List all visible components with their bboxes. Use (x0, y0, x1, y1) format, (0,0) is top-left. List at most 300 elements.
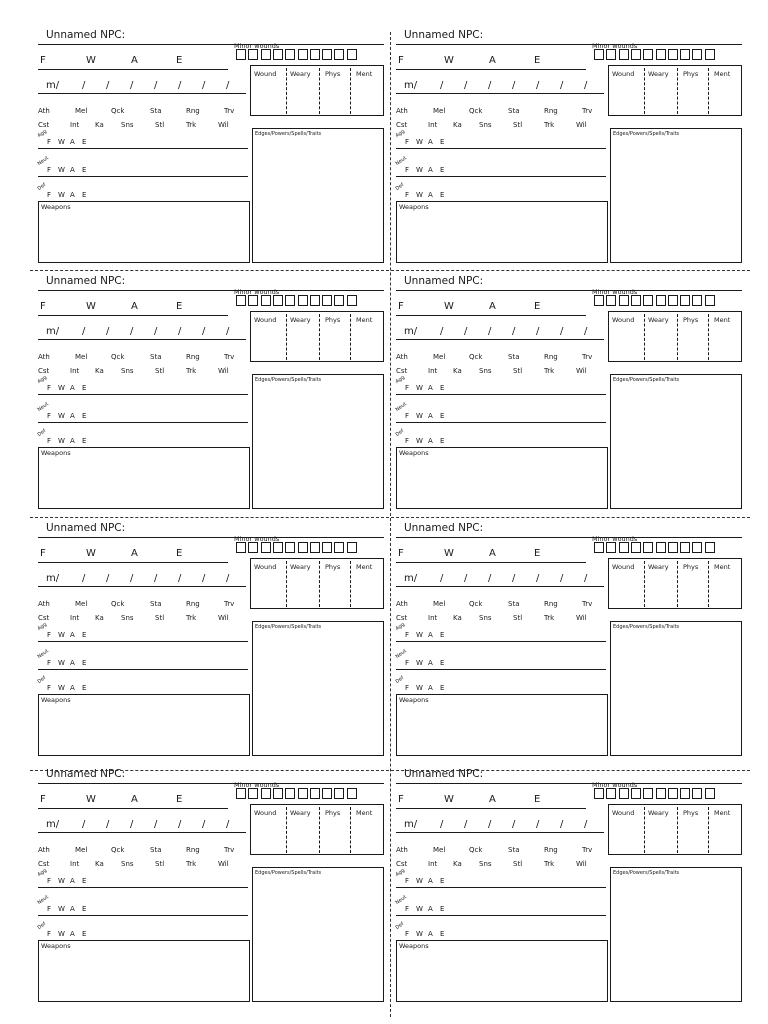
stat-label: Ka (95, 614, 104, 622)
mini-fwae-letter: A (428, 191, 433, 199)
minor-wound-box[interactable] (705, 788, 715, 799)
def-label: Def (36, 428, 48, 438)
minor-wound-box[interactable] (298, 542, 308, 553)
minor-wound-box[interactable] (656, 542, 666, 553)
horizontal-cut-line-2 (30, 517, 750, 518)
minor-wound-box[interactable] (594, 788, 604, 799)
edges-label: Edges/Powers/Spells/Traits (255, 131, 322, 137)
stat-label: Sta (150, 353, 162, 361)
minor-wound-box[interactable] (594, 295, 604, 306)
agg-label: Agg (394, 374, 407, 385)
npc-card-8 (396, 769, 742, 1007)
agg-underline (396, 887, 606, 888)
stat-label: Sns (479, 614, 492, 622)
minor-wound-box[interactable] (285, 49, 295, 60)
minor-wound-box[interactable] (347, 295, 357, 306)
wound-divider-2 (677, 807, 678, 853)
mini-fwae-letter: W (416, 384, 423, 392)
minor-wound-box[interactable] (261, 49, 271, 60)
wound-divider-2 (677, 314, 678, 360)
move-slash: / (584, 80, 588, 91)
stat-label: Mel (433, 353, 446, 361)
move-prefix: m/ (404, 326, 418, 337)
mini-fwae-letter: F (47, 684, 52, 692)
minor-wound-box[interactable] (680, 49, 690, 60)
npc-card-2 (396, 30, 742, 268)
mini-fwae-letter: A (70, 659, 75, 667)
fwae-f: F (40, 794, 46, 805)
edges-label: Edges/Powers/Spells/Traits (613, 377, 680, 383)
stat-label: Trk (186, 121, 197, 129)
move-slash: / (512, 326, 516, 337)
stat-label: Qck (111, 600, 125, 608)
minor-wound-box[interactable] (298, 49, 308, 60)
mini-fwae-letter: W (58, 631, 65, 639)
def-label: Def (36, 182, 48, 192)
minor-wound-box[interactable] (273, 788, 283, 799)
minor-wound-box[interactable] (310, 788, 320, 799)
move-slash: / (440, 326, 444, 337)
mini-fwae-letter: E (440, 930, 445, 938)
move-slash: / (226, 326, 230, 337)
move-prefix: m/ (46, 80, 60, 91)
wound-col-ment: Ment (356, 809, 373, 817)
move-underline (396, 339, 604, 340)
wound-col-phys: Phys (683, 809, 699, 817)
def-label: Def (36, 921, 48, 931)
minor-wound-box[interactable] (643, 295, 653, 306)
edges-label: Edges/Powers/Spells/Traits (613, 131, 680, 137)
fwae-f: F (40, 301, 46, 312)
wound-col-weary: Weary (648, 316, 669, 324)
stat-label: Qck (111, 107, 125, 115)
stat-label: Rng (186, 600, 200, 608)
stat-label: Int (428, 367, 438, 375)
minor-wound-box[interactable] (631, 788, 641, 799)
minor-wound-box[interactable] (668, 542, 678, 553)
minor-wound-box[interactable] (248, 788, 258, 799)
fwae-f: F (398, 548, 404, 559)
move-slash: / (464, 819, 468, 830)
fwae-w: W (444, 794, 454, 805)
stat-label: Int (428, 614, 438, 622)
fwae-e: E (176, 301, 183, 312)
move-slash: / (154, 819, 158, 830)
edges-label: Edges/Powers/Spells/Traits (613, 624, 680, 630)
stat-label: Trv (224, 846, 235, 854)
minor-wound-box[interactable] (334, 542, 344, 553)
move-slash: / (560, 573, 564, 584)
minor-wound-box[interactable] (334, 295, 344, 306)
stat-label: Wil (576, 860, 587, 868)
minor-wound-box[interactable] (347, 542, 357, 553)
fwae-a: A (131, 794, 138, 805)
wound-divider-1 (286, 68, 287, 114)
stat-label: Ath (38, 353, 50, 361)
move-slash: / (560, 819, 564, 830)
edges-label: Edges/Powers/Spells/Traits (255, 377, 322, 383)
minor-wound-box[interactable] (668, 295, 678, 306)
minor-wound-box[interactable] (322, 295, 332, 306)
stat-label: Ath (396, 107, 408, 115)
minor-wound-box[interactable] (619, 295, 629, 306)
edges-box (610, 621, 742, 756)
move-underline (396, 93, 604, 94)
minor-wound-box[interactable] (594, 542, 604, 553)
wound-col-weary: Weary (648, 563, 669, 571)
minor-wound-box[interactable] (310, 295, 320, 306)
stat-label: Trk (186, 614, 197, 622)
move-slash: / (82, 80, 86, 91)
move-slash: / (82, 573, 86, 584)
minor-wound-box[interactable] (347, 49, 357, 60)
minor-wound-box[interactable] (606, 295, 616, 306)
mini-fwae-letter: W (416, 631, 423, 639)
mini-fwae-letter: W (58, 166, 65, 174)
minor-wound-box[interactable] (236, 49, 246, 60)
minor-wound-box[interactable] (322, 542, 332, 553)
name-underline (38, 290, 384, 291)
mini-fwae-letter: E (82, 877, 87, 885)
wound-col-weary: Weary (290, 563, 311, 571)
mini-fwae-letter: W (58, 191, 65, 199)
move-underline (38, 586, 246, 587)
minor-wound-box[interactable] (310, 49, 320, 60)
minor-wound-box[interactable] (285, 542, 295, 553)
stat-label: Mel (75, 353, 88, 361)
mini-fwae-letter: A (70, 684, 75, 692)
mini-fwae-letter: F (47, 166, 52, 174)
minor-wounds-label: Minor wounds (234, 781, 280, 789)
minor-wounds-label: Minor wounds (234, 288, 280, 296)
minor-wound-box[interactable] (298, 295, 308, 306)
minor-wound-box[interactable] (705, 542, 715, 553)
move-slash: / (202, 80, 206, 91)
minor-wound-box[interactable] (656, 788, 666, 799)
wound-col-phys: Phys (325, 563, 341, 571)
weapons-label: Weapons (41, 942, 71, 950)
def-label: Def (36, 675, 48, 685)
stat-label: Ath (396, 353, 408, 361)
agg-underline (396, 394, 606, 395)
move-slash: / (584, 819, 588, 830)
mini-fwae-letter: A (428, 138, 433, 146)
move-slash: / (154, 573, 158, 584)
mini-fwae-letter: F (47, 905, 52, 913)
wound-col-ment: Ment (356, 316, 373, 324)
fwae-e: E (534, 794, 541, 805)
stat-label: Mel (433, 600, 446, 608)
stat-label: Sns (121, 367, 134, 375)
minor-wound-box[interactable] (248, 49, 258, 60)
mini-fwae-letter: F (405, 659, 410, 667)
edges-box (610, 867, 742, 1002)
mini-fwae-letter: E (440, 905, 445, 913)
fwae-e: E (534, 55, 541, 66)
stat-label: Ath (38, 107, 50, 115)
minor-wound-box[interactable] (692, 49, 702, 60)
mini-fwae-letter: A (428, 930, 433, 938)
mini-fwae-letter: E (440, 191, 445, 199)
agg-label: Agg (36, 621, 49, 632)
agg-underline (38, 394, 248, 395)
minor-wound-box[interactable] (692, 788, 702, 799)
def-label: Def (394, 428, 406, 438)
minor-wound-box[interactable] (298, 788, 308, 799)
stat-label: Stl (513, 121, 523, 129)
minor-wound-box[interactable] (668, 49, 678, 60)
minor-wound-box[interactable] (236, 788, 246, 799)
minor-wound-box[interactable] (619, 542, 629, 553)
stat-label: Sns (121, 614, 134, 622)
stat-label: Trk (544, 367, 555, 375)
minor-wound-box[interactable] (261, 788, 271, 799)
minor-wound-box[interactable] (285, 788, 295, 799)
minor-wound-box[interactable] (643, 788, 653, 799)
move-prefix: m/ (404, 573, 418, 584)
wound-col-ment: Ment (714, 809, 731, 817)
minor-wound-box[interactable] (236, 542, 246, 553)
minor-wound-box[interactable] (261, 295, 271, 306)
move-slash: / (82, 819, 86, 830)
minor-wounds-label: Minor wounds (234, 535, 280, 543)
stat-label: Wil (218, 121, 229, 129)
mini-fwae-letter: E (82, 631, 87, 639)
stat-label: Int (70, 367, 80, 375)
stat-label: Stl (155, 614, 165, 622)
neut-label: Neut (394, 401, 408, 413)
stat-label: Stl (155, 367, 165, 375)
name-underline (396, 537, 742, 538)
minor-wound-box[interactable] (273, 542, 283, 553)
move-slash: / (440, 819, 444, 830)
stat-label: Trv (582, 600, 593, 608)
stat-label: Qck (469, 846, 483, 854)
minor-wound-box[interactable] (619, 788, 629, 799)
mini-fwae-letter: E (82, 659, 87, 667)
minor-wound-box[interactable] (680, 788, 690, 799)
wound-col-phys: Phys (683, 563, 699, 571)
name-underline (38, 44, 384, 45)
wound-divider-3 (350, 561, 351, 607)
vertical-cut-line (390, 32, 391, 1017)
wound-divider-3 (708, 68, 709, 114)
npc-card-5 (38, 523, 384, 761)
minor-wound-box[interactable] (273, 295, 283, 306)
wound-divider-2 (319, 314, 320, 360)
agg-underline (396, 148, 606, 149)
fwae-f: F (398, 794, 404, 805)
fwae-underline (396, 808, 586, 809)
stat-label: Sns (121, 860, 134, 868)
mini-fwae-letter: F (47, 138, 52, 146)
minor-wound-box[interactable] (248, 295, 258, 306)
edges-box (252, 128, 384, 263)
minor-wound-box[interactable] (322, 788, 332, 799)
stat-label: Cst (396, 367, 408, 375)
wound-col-ment: Ment (714, 70, 731, 78)
minor-wound-box[interactable] (594, 49, 604, 60)
stat-label: Trk (544, 121, 555, 129)
move-underline (396, 832, 604, 833)
stat-label: Qck (111, 353, 125, 361)
minor-wounds-label: Minor wounds (592, 535, 638, 543)
minor-wound-box[interactable] (631, 295, 641, 306)
minor-wound-box[interactable] (606, 788, 616, 799)
minor-wound-box[interactable] (680, 542, 690, 553)
stat-label: Sns (121, 121, 134, 129)
wound-col-phys: Phys (683, 70, 699, 78)
minor-wound-box[interactable] (668, 788, 678, 799)
wound-divider-3 (350, 807, 351, 853)
mini-fwae-letter: W (58, 905, 65, 913)
stat-label: Sta (508, 600, 520, 608)
name-underline (396, 44, 742, 45)
mini-fwae-letter: E (82, 384, 87, 392)
stat-label: Qck (469, 600, 483, 608)
mini-fwae-letter: F (47, 877, 52, 885)
minor-wound-box[interactable] (656, 49, 666, 60)
mini-fwae-letter: F (405, 384, 410, 392)
agg-underline (38, 148, 248, 149)
move-slash: / (560, 326, 564, 337)
fwae-f: F (398, 301, 404, 312)
wound-col-phys: Phys (325, 809, 341, 817)
minor-wound-box[interactable] (631, 542, 641, 553)
stat-label: Trv (224, 107, 235, 115)
wound-divider-3 (350, 314, 351, 360)
mini-fwae-letter: F (47, 191, 52, 199)
stat-label: Wil (576, 121, 587, 129)
minor-wound-box[interactable] (273, 49, 283, 60)
fwae-e: E (176, 55, 183, 66)
move-slash: / (488, 573, 492, 584)
wound-col-wound: Wound (612, 809, 635, 817)
minor-wound-box[interactable] (236, 295, 246, 306)
move-slash: / (178, 819, 182, 830)
mini-fwae-letter: A (70, 138, 75, 146)
mini-fwae-letter: A (70, 437, 75, 445)
stat-label: Rng (544, 107, 558, 115)
mini-fwae-letter: E (82, 412, 87, 420)
edges-box (610, 128, 742, 263)
mini-fwae-letter: W (58, 138, 65, 146)
stat-label: Ka (453, 860, 462, 868)
agg-underline (38, 887, 248, 888)
move-slash: / (226, 573, 230, 584)
fwae-w: W (444, 301, 454, 312)
move-underline (396, 586, 604, 587)
mini-fwae-letter: A (70, 877, 75, 885)
wound-divider-3 (350, 68, 351, 114)
mini-fwae-letter: A (428, 166, 433, 174)
move-prefix: m/ (404, 819, 418, 830)
fwae-underline (396, 69, 586, 70)
stat-label: Wil (218, 860, 229, 868)
minor-wound-box[interactable] (261, 542, 271, 553)
edges-label: Edges/Powers/Spells/Traits (255, 624, 322, 630)
minor-wound-box[interactable] (680, 295, 690, 306)
mini-fwae-letter: A (70, 930, 75, 938)
stat-label: Trv (582, 353, 593, 361)
wound-col-wound: Wound (254, 809, 277, 817)
wound-divider-2 (319, 807, 320, 853)
minor-wound-box[interactable] (334, 788, 344, 799)
minor-wound-box[interactable] (606, 542, 616, 553)
move-underline (38, 339, 246, 340)
mini-fwae-letter: E (82, 166, 87, 174)
move-slash: / (584, 326, 588, 337)
move-slash: / (130, 573, 134, 584)
move-slash: / (464, 573, 468, 584)
mini-fwae-letter: F (47, 384, 52, 392)
mini-fwae-letter: W (416, 166, 423, 174)
stat-label: Ka (453, 614, 462, 622)
stat-label: Rng (186, 107, 200, 115)
mini-fwae-letter: W (416, 684, 423, 692)
name-underline (38, 783, 384, 784)
mini-fwae-letter: F (405, 684, 410, 692)
minor-wound-box[interactable] (347, 788, 357, 799)
minor-wound-box[interactable] (285, 295, 295, 306)
mini-fwae-letter: W (58, 412, 65, 420)
stat-label: Ath (396, 600, 408, 608)
mini-fwae-letter: F (405, 905, 410, 913)
move-slash: / (440, 80, 444, 91)
neut-underline (396, 915, 606, 916)
minor-wound-box[interactable] (643, 49, 653, 60)
move-prefix: m/ (46, 819, 60, 830)
npc-card-7 (38, 769, 384, 1007)
weapons-label: Weapons (399, 696, 429, 704)
minor-wound-box[interactable] (606, 49, 616, 60)
stat-label: Wil (576, 614, 587, 622)
minor-wound-box[interactable] (631, 49, 641, 60)
minor-wound-box[interactable] (334, 49, 344, 60)
fwae-a: A (489, 301, 496, 312)
stat-label: Ka (453, 367, 462, 375)
mini-fwae-letter: E (440, 659, 445, 667)
agg-label: Agg (36, 867, 49, 878)
move-slash: / (106, 819, 110, 830)
stat-label: Qck (469, 353, 483, 361)
minor-wound-box[interactable] (692, 295, 702, 306)
mini-fwae-letter: A (428, 384, 433, 392)
fwae-underline (38, 315, 228, 316)
neut-underline (38, 669, 248, 670)
minor-wound-box[interactable] (619, 49, 629, 60)
move-slash: / (130, 326, 134, 337)
agg-label: Agg (394, 621, 407, 632)
move-slash: / (130, 819, 134, 830)
wound-divider-1 (644, 68, 645, 114)
mini-fwae-letter: W (416, 930, 423, 938)
move-slash: / (488, 80, 492, 91)
move-slash: / (106, 80, 110, 91)
minor-wound-box[interactable] (643, 542, 653, 553)
minor-wound-box[interactable] (322, 49, 332, 60)
minor-wound-box[interactable] (248, 542, 258, 553)
minor-wound-box[interactable] (656, 295, 666, 306)
minor-wound-box[interactable] (705, 49, 715, 60)
mini-fwae-letter: F (47, 412, 52, 420)
move-slash: / (178, 573, 182, 584)
stat-label: Sta (508, 107, 520, 115)
minor-wound-box[interactable] (310, 542, 320, 553)
stat-label: Trv (582, 846, 593, 854)
minor-wound-box[interactable] (705, 295, 715, 306)
minor-wound-box[interactable] (692, 542, 702, 553)
